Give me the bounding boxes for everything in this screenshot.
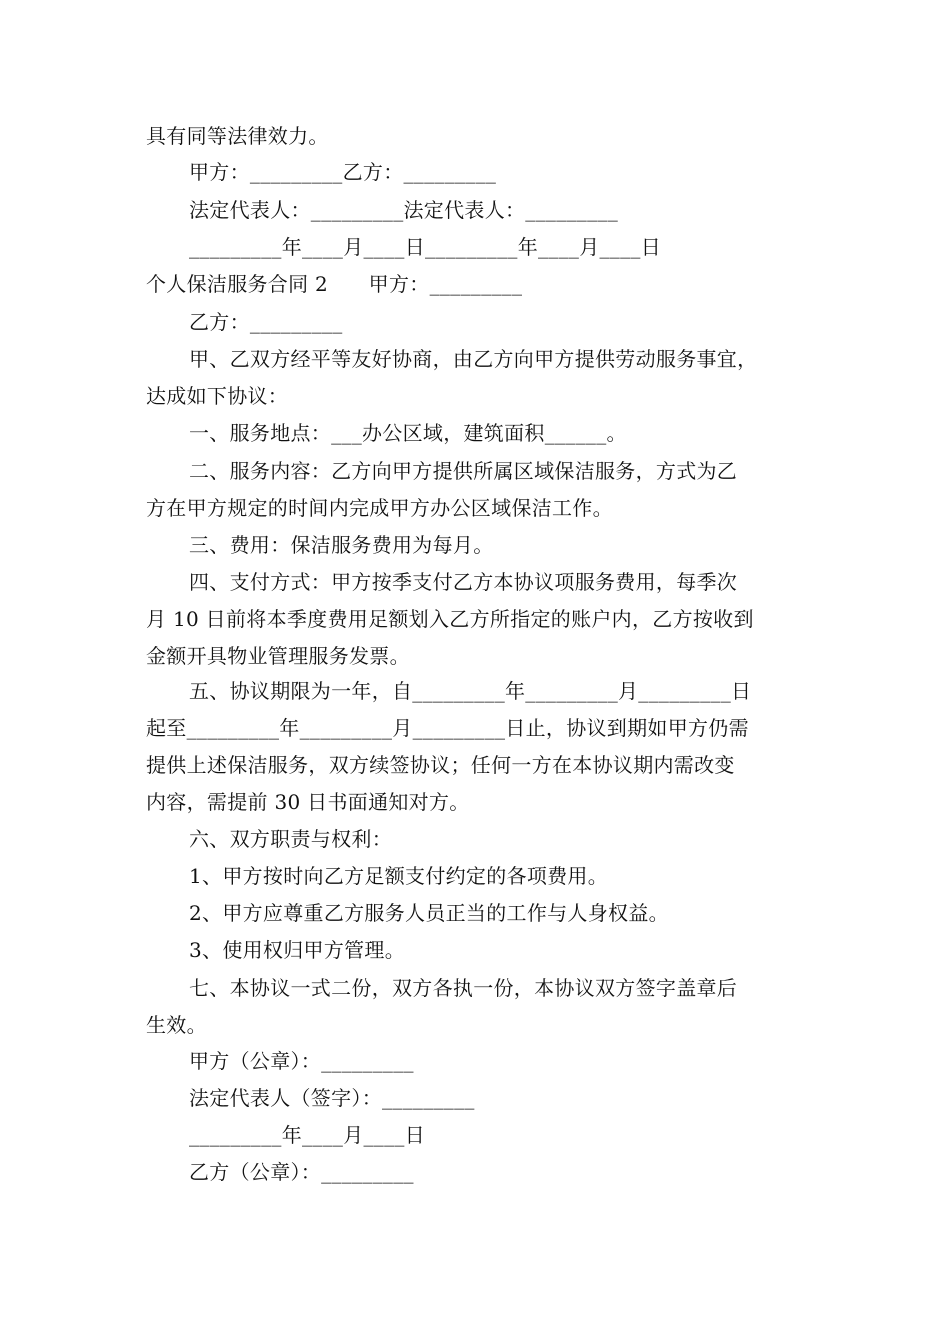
text-line: 3、使用权归甲方管理。 <box>189 938 406 962</box>
text-line: 内容，需提前 30 日书面通知对方。 <box>146 790 470 814</box>
text-line: 具有同等法律效力。 <box>146 124 329 148</box>
text-line: 乙方（公章）：_________ <box>189 1160 414 1184</box>
text-line: 甲、乙双方经平等友好协商，由乙方向甲方提供劳动服务事宜， <box>189 347 758 371</box>
text-line: 达成如下协议： <box>146 384 289 408</box>
section-title-line: 个人保洁服务合同 2 甲方：_________ <box>146 272 523 296</box>
text-line: 起至_________年_________月_________日止，协议到期如甲方仍需 <box>146 716 749 740</box>
text-line: 月 10 日前将本季度费用足额划入乙方所指定的账户内，乙方按收到 <box>146 607 754 631</box>
text-line: 法定代表人（签字）：_________ <box>189 1086 475 1110</box>
text-line: _________年____月____日 <box>189 1123 425 1147</box>
text-line: 2、甲方应尊重乙方服务人员正当的工作与人身权益。 <box>189 901 669 925</box>
text-line: 金额开具物业管理服务发票。 <box>146 644 410 668</box>
text-line: 甲方：_________乙方：_________ <box>189 160 497 184</box>
text-line: _________年____月____日_________年____月____日 <box>189 235 661 259</box>
text-line: 提供上述保洁服务，双方续签协议；任何一方在本协议期内需改变 <box>146 753 735 777</box>
text-line: 法定代表人：_________法定代表人：_________ <box>189 198 618 222</box>
text-line: 七、本协议一式二份，双方各执一份，本协议双方签字盖章后 <box>189 976 738 1000</box>
text-line: 二、服务内容：乙方向甲方提供所属区域保洁服务，方式为乙 <box>189 459 738 483</box>
text-line: 一、服务地点：___办公区域，建筑面积______。 <box>189 421 627 445</box>
text-line: 乙方：_________ <box>189 310 343 334</box>
text-line: 五、协议期限为一年，自_________年_________月_________日 <box>189 679 752 703</box>
text-line: 1、甲方按时向乙方足额支付约定的各项费用。 <box>189 864 609 888</box>
text-line: 三、费用：保洁服务费用为每月。 <box>189 533 494 557</box>
text-line: 甲方（公章）：_________ <box>189 1049 414 1073</box>
text-line: 生效。 <box>146 1013 207 1037</box>
text-line: 四、支付方式：甲方按季支付乙方本协议项服务费用，每季次 <box>189 570 738 594</box>
text-line: 六、双方职责与权利： <box>189 827 392 851</box>
text-line: 方在甲方规定的时间内完成甲方办公区域保洁工作。 <box>146 496 613 520</box>
